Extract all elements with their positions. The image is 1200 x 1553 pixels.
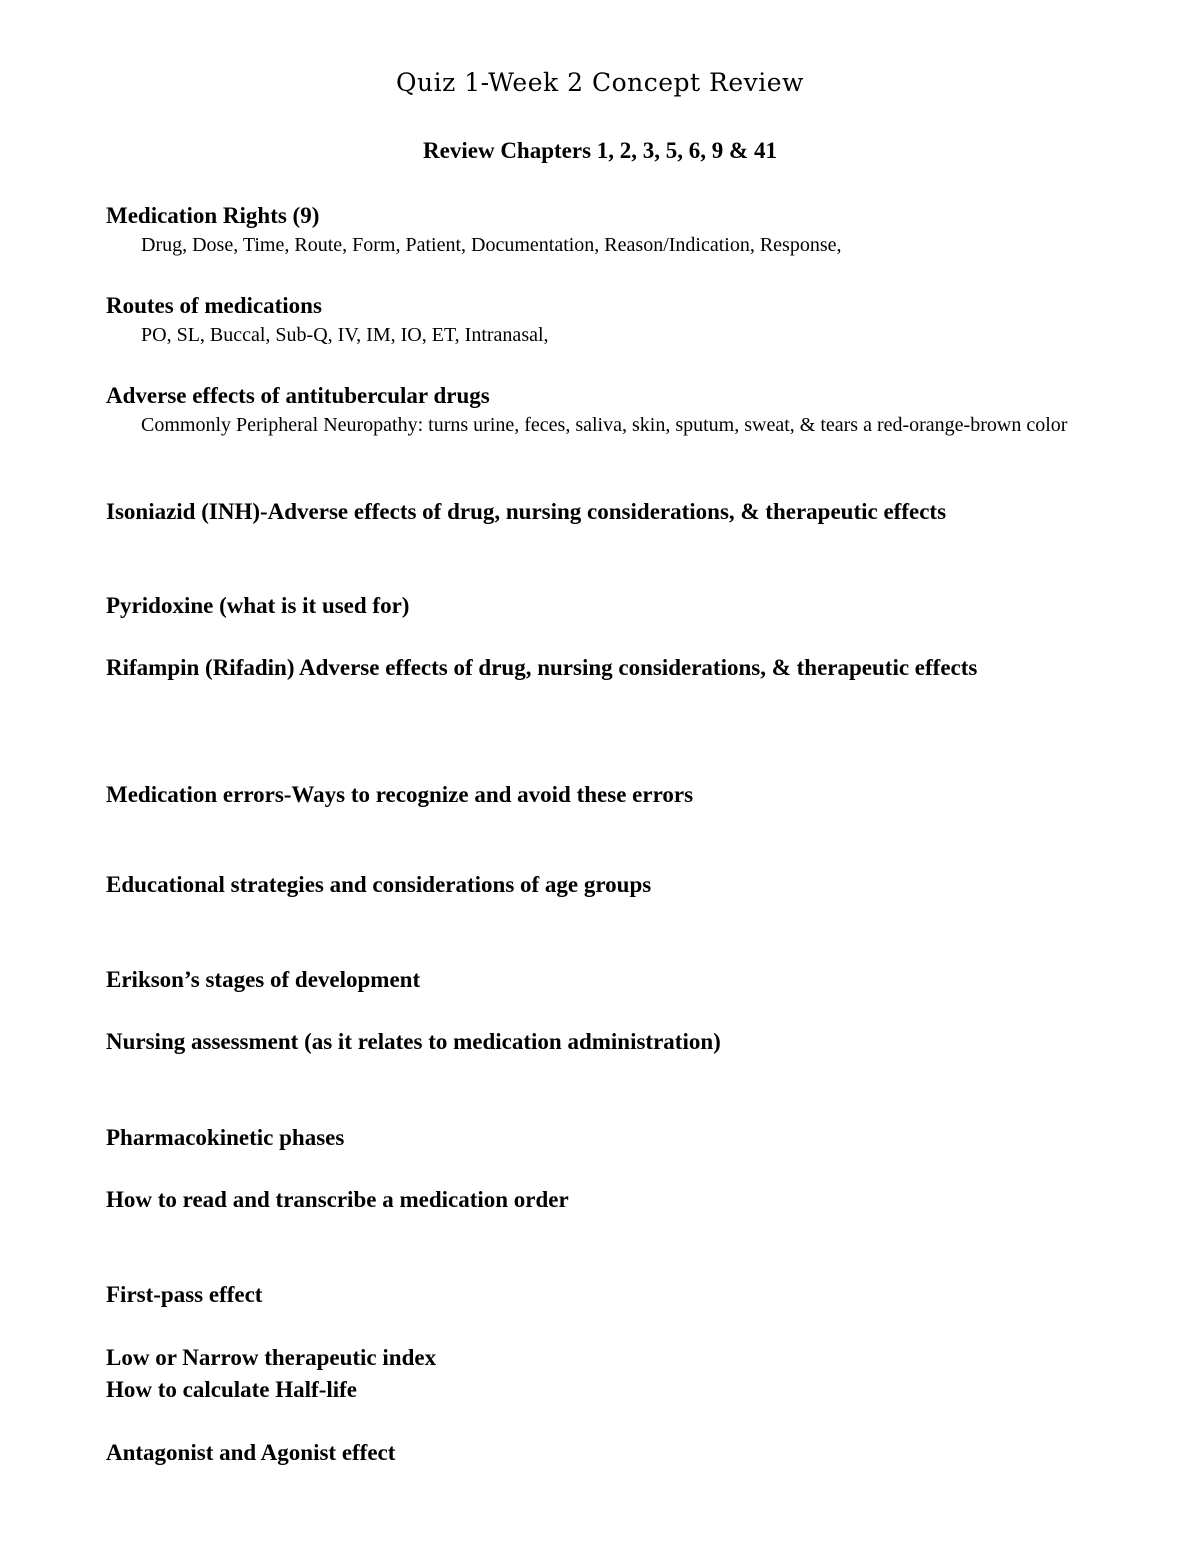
section-heading: Medication errors-Ways to recognize and avoid these errors [106,782,694,807]
document-title: Quiz 1-Week 2 Concept Review [396,68,804,97]
section-heading: How to read and transcribe a medication order [106,1187,569,1212]
section-heading: Rifampin (Rifadin) Adverse effects of drug, nursing considerations, & therapeutic effects [106,655,978,680]
section-antitubercular-adverse-effects [106,380,1136,438]
section-pyridoxine [106,590,1136,622]
section-heading: Adverse effects of antitubercular drugs [106,383,490,408]
section-body: PO, SL, Buccal, Sub-Q, IV, IM, IO, ET, Intranasal, [141,324,549,346]
section-antagonist-agonist [106,1437,1136,1469]
section-body: Drug, Dose, Time, Route, Form, Patient, Documentation, Reason/Indication, Response, [141,234,842,256]
section-heading: Antagonist and Agonist effect [106,1440,396,1465]
document-subtitle: Review Chapters 1, 2, 3, 5, 6, 9 & 41 [423,138,777,163]
section-heading: How to calculate Half-life [106,1377,358,1402]
section-heading: Erikson’s stages of development [106,967,421,992]
section-heading: Educational strategies and considerations of age groups [106,872,652,897]
section-heading: Nursing assessment (as it relates to medication administration) [106,1029,721,1054]
section-heading: First-pass effect [106,1282,263,1307]
section-erikson-stages [106,964,1136,996]
section-heading: Pharmacokinetic phases [106,1125,345,1150]
section-heading: Medication Rights (9) [106,203,320,228]
section-educational-strategies [106,869,1136,901]
section-rifampin [106,652,1136,684]
section-therapeutic-index [106,1342,1136,1406]
section-first-pass-effect [106,1279,1136,1311]
section-medication-order [106,1184,1136,1216]
section-medication-errors [106,779,1136,811]
section-body: Commonly Peripheral Neuropathy: turns urine, feces, saliva, skin, sputum, sweat, & tears a red-orange-brown color [141,414,1068,436]
section-heading: Pyridoxine (what is it used for) [106,593,410,618]
section-nursing-assessment [106,1026,1136,1058]
section-heading: Routes of medications [106,293,322,318]
section-isoniazid [106,496,1136,528]
section-medication-rights [106,200,1136,258]
section-routes-of-medications [106,290,1136,348]
section-heading: Low or Narrow therapeutic index [106,1345,437,1370]
section-heading: Isoniazid (INH)-Adverse effects of drug, nursing considerations, & therapeutic effects [106,499,947,524]
section-pharmacokinetic-phases [106,1122,1136,1154]
